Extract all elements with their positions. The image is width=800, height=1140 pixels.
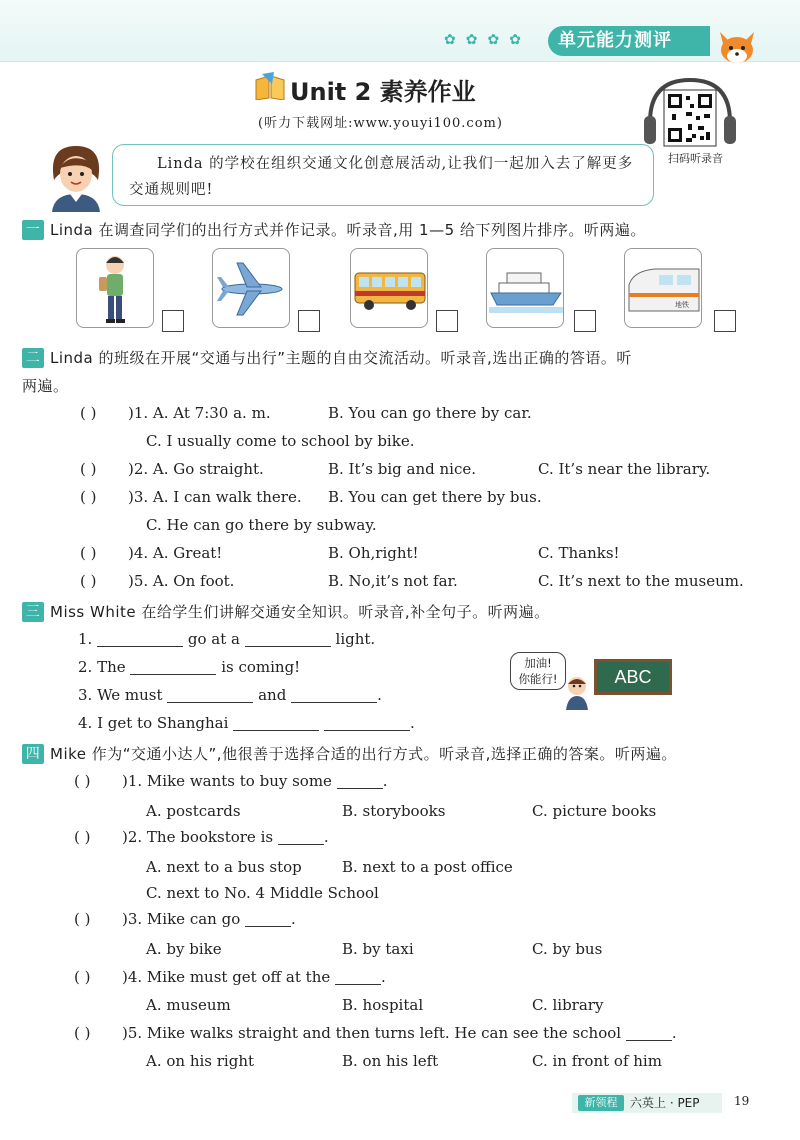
s4-q5-b: B. on his left (342, 1052, 439, 1070)
answer-paren[interactable]: ( ) (80, 572, 97, 590)
fill-blank[interactable] (245, 911, 291, 927)
download-url: (听力下载网址:www.youyi100.com) (258, 116, 503, 131)
s3-sentence-4 (78, 712, 415, 734)
question-text: )3. Mike can go (122, 910, 241, 928)
s3-text: 1. (78, 630, 93, 648)
question-end: . (291, 910, 296, 928)
s3-sentence-1 (78, 628, 375, 650)
subway-train-icon (625, 249, 702, 328)
s3-text: and (258, 686, 287, 704)
section1-instruction: Linda 在调查同学们的出行方式并作记录。听录音,用 1—5 给下列图片排序。听两遍。 (50, 221, 646, 239)
answer-paren[interactable]: ( ) (74, 828, 91, 846)
section4-instruction: Mike 作为“交通小达人”,他很善于选择合适的出行方式。听录音,选择正确的答案。听两遍。 (50, 745, 677, 763)
paw-icons: ✿✿✿✿ (444, 32, 531, 48)
section-number: 四 (22, 744, 44, 764)
s2-q2-a: )2. A. Go straight. (128, 460, 264, 478)
s4-q3 (122, 908, 296, 930)
section3-heading (22, 600, 782, 624)
s2-q1-b: B. You can go there by car. (328, 404, 532, 422)
picture-ship (486, 248, 564, 328)
s3-text: . (409, 714, 415, 732)
section2-instruction-line1: Linda 的班级在开展“交通与出行”主题的自由交流活动。听录音,选出正确的答语。听 (50, 349, 632, 367)
s2-q1-c: C. I usually come to school by bike. (146, 432, 415, 450)
subway-sign: 地铁 (675, 301, 689, 309)
section-number: 二 (22, 348, 44, 368)
fill-blank[interactable] (233, 715, 319, 731)
s2-q5-c: C. It’s next to the museum. (538, 572, 744, 590)
s2-q5-b: B. No,it’s not far. (328, 572, 458, 590)
fox-mascot-icon (714, 28, 760, 68)
answer-paren[interactable]: ( ) (80, 488, 97, 506)
question-text: )4. Mike must get off at the (122, 968, 331, 986)
answer-paren[interactable]: ( ) (74, 968, 91, 986)
fill-blank[interactable] (626, 1025, 672, 1041)
answer-box-2[interactable] (298, 310, 320, 332)
question-end: . (323, 828, 329, 846)
fill-blank[interactable] (97, 631, 183, 647)
answer-box-1[interactable] (162, 310, 184, 332)
s4-q5 (122, 1022, 677, 1044)
encourage-line-2: 你能行! (518, 672, 558, 686)
s2-q2-c: C. It’s near the library. (538, 460, 711, 478)
s3-text: is coming! (221, 658, 301, 676)
s2-q3-b: B. You can get there by bus. (328, 488, 542, 506)
s2-q4-a: )4. A. Great! (128, 544, 223, 562)
fill-blank[interactable] (291, 687, 377, 703)
section2-heading (22, 346, 782, 370)
section3-instruction: Miss White 在给学生们讲解交通安全知识。听录音,补全句子。听两遍。 (50, 603, 550, 621)
s4-q5-c: C. in front of him (532, 1052, 662, 1070)
walking-boy-icon (77, 249, 154, 328)
fill-blank[interactable] (337, 773, 383, 789)
fill-blank[interactable] (278, 829, 324, 845)
book-icon (254, 72, 286, 100)
answer-paren[interactable]: ( ) (80, 460, 97, 478)
section-number: 三 (22, 602, 44, 622)
question-end: . (381, 968, 386, 986)
question-text: )5. Mike walks straight and then turns left. He can see the school (122, 1024, 622, 1042)
bus-icon (351, 249, 428, 328)
s3-text: light. (335, 630, 376, 648)
answer-paren[interactable]: ( ) (80, 544, 97, 562)
s3-text: 2. The (78, 658, 126, 676)
question-end: . (671, 1024, 677, 1042)
s4-q3-c: C. by bus (532, 940, 603, 958)
qr-label: 扫码听录音 (668, 152, 723, 165)
section2-instruction-line2: 两遍。 (22, 377, 69, 395)
picture-boy-walking (76, 248, 154, 328)
section1-heading (22, 218, 782, 242)
s2-q5-a: )5. A. On foot. (128, 572, 235, 590)
s4-q1 (122, 770, 387, 792)
picture-airplane (212, 248, 290, 328)
s2-q3-a: )3. A. I can walk there. (128, 488, 302, 506)
s4-q1-b: B. storybooks (342, 802, 446, 820)
boy-avatar-icon (562, 674, 592, 710)
s2-q2-b: B. It’s big and nice. (328, 460, 476, 478)
speech-bubble: Linda 的学校在组织交通文化创意展活动,让我们一起加入去了解更多交通规则吧! (112, 144, 654, 206)
picture-subway (624, 248, 702, 328)
s4-q2-c: C. next to No. 4 Middle School (146, 884, 379, 902)
s2-q1-a: )1. A. At 7:30 a. m. (128, 404, 271, 422)
s3-text: 4. I get to Shanghai (78, 714, 229, 732)
s4-q4 (122, 966, 386, 988)
unit-banner: 单元能力测评 (548, 26, 710, 56)
airplane-icon (213, 249, 290, 328)
s4-q4-b: B. hospital (342, 996, 424, 1014)
qr-code-headphones-icon[interactable] (642, 76, 738, 150)
s2-q4-b: B. Oh,right! (328, 544, 419, 562)
answer-box-5[interactable] (714, 310, 736, 332)
s2-q4-c: C. Thanks! (538, 544, 620, 562)
page-title: Unit 2 素养作业 (290, 78, 476, 106)
s4-q1-c: C. picture books (532, 802, 657, 820)
book-info: 六英上 · PEP (630, 1096, 700, 1110)
fill-blank[interactable] (167, 687, 253, 703)
linda-avatar (42, 140, 110, 212)
encourage-line-1: 加油! (524, 656, 552, 670)
fill-blank[interactable] (335, 969, 381, 985)
s4-q3-a: A. by bike (146, 940, 222, 958)
fill-blank[interactable] (324, 715, 410, 731)
encourage-bubble (510, 652, 566, 690)
s4-q2-a: A. next to a bus stop (146, 858, 302, 876)
answer-paren[interactable]: ( ) (74, 1024, 91, 1042)
question-text: )2. The bookstore is (122, 828, 274, 846)
s4-q1-a: A. postcards (146, 802, 241, 820)
s4-q4-a: A. museum (146, 996, 231, 1014)
s3-text: . (377, 686, 382, 704)
answer-box-3[interactable] (436, 310, 458, 332)
s2-q3-c: C. He can go there by subway. (146, 516, 377, 534)
s4-q2 (122, 826, 329, 848)
publisher-logo: 新领程 (578, 1095, 624, 1111)
s3-sentence-2 (78, 656, 300, 678)
s4-q5-a: A. on his right (146, 1052, 255, 1070)
chalkboard: ABC (594, 659, 672, 695)
page-number: 19 (734, 1094, 750, 1108)
answer-paren[interactable]: ( ) (74, 772, 91, 790)
ship-icon (487, 249, 564, 328)
fill-blank[interactable] (130, 659, 216, 675)
section4-heading (22, 742, 782, 766)
section-number: 一 (22, 220, 44, 240)
s3-sentence-3 (78, 684, 382, 706)
s3-text: go at a (187, 630, 240, 648)
s3-text: 3. We must (78, 686, 163, 704)
s4-q4-c: C. library (532, 996, 604, 1014)
picture-bus (350, 248, 428, 328)
fill-blank[interactable] (245, 631, 331, 647)
answer-paren[interactable]: ( ) (80, 404, 97, 422)
answer-box-4[interactable] (574, 310, 596, 332)
answer-paren[interactable]: ( ) (74, 910, 91, 928)
s4-q3-b: B. by taxi (342, 940, 414, 958)
question-end: . (382, 772, 388, 790)
s4-q2-b: B. next to a post office (342, 858, 513, 876)
question-text: )1. Mike wants to buy some (122, 772, 332, 790)
